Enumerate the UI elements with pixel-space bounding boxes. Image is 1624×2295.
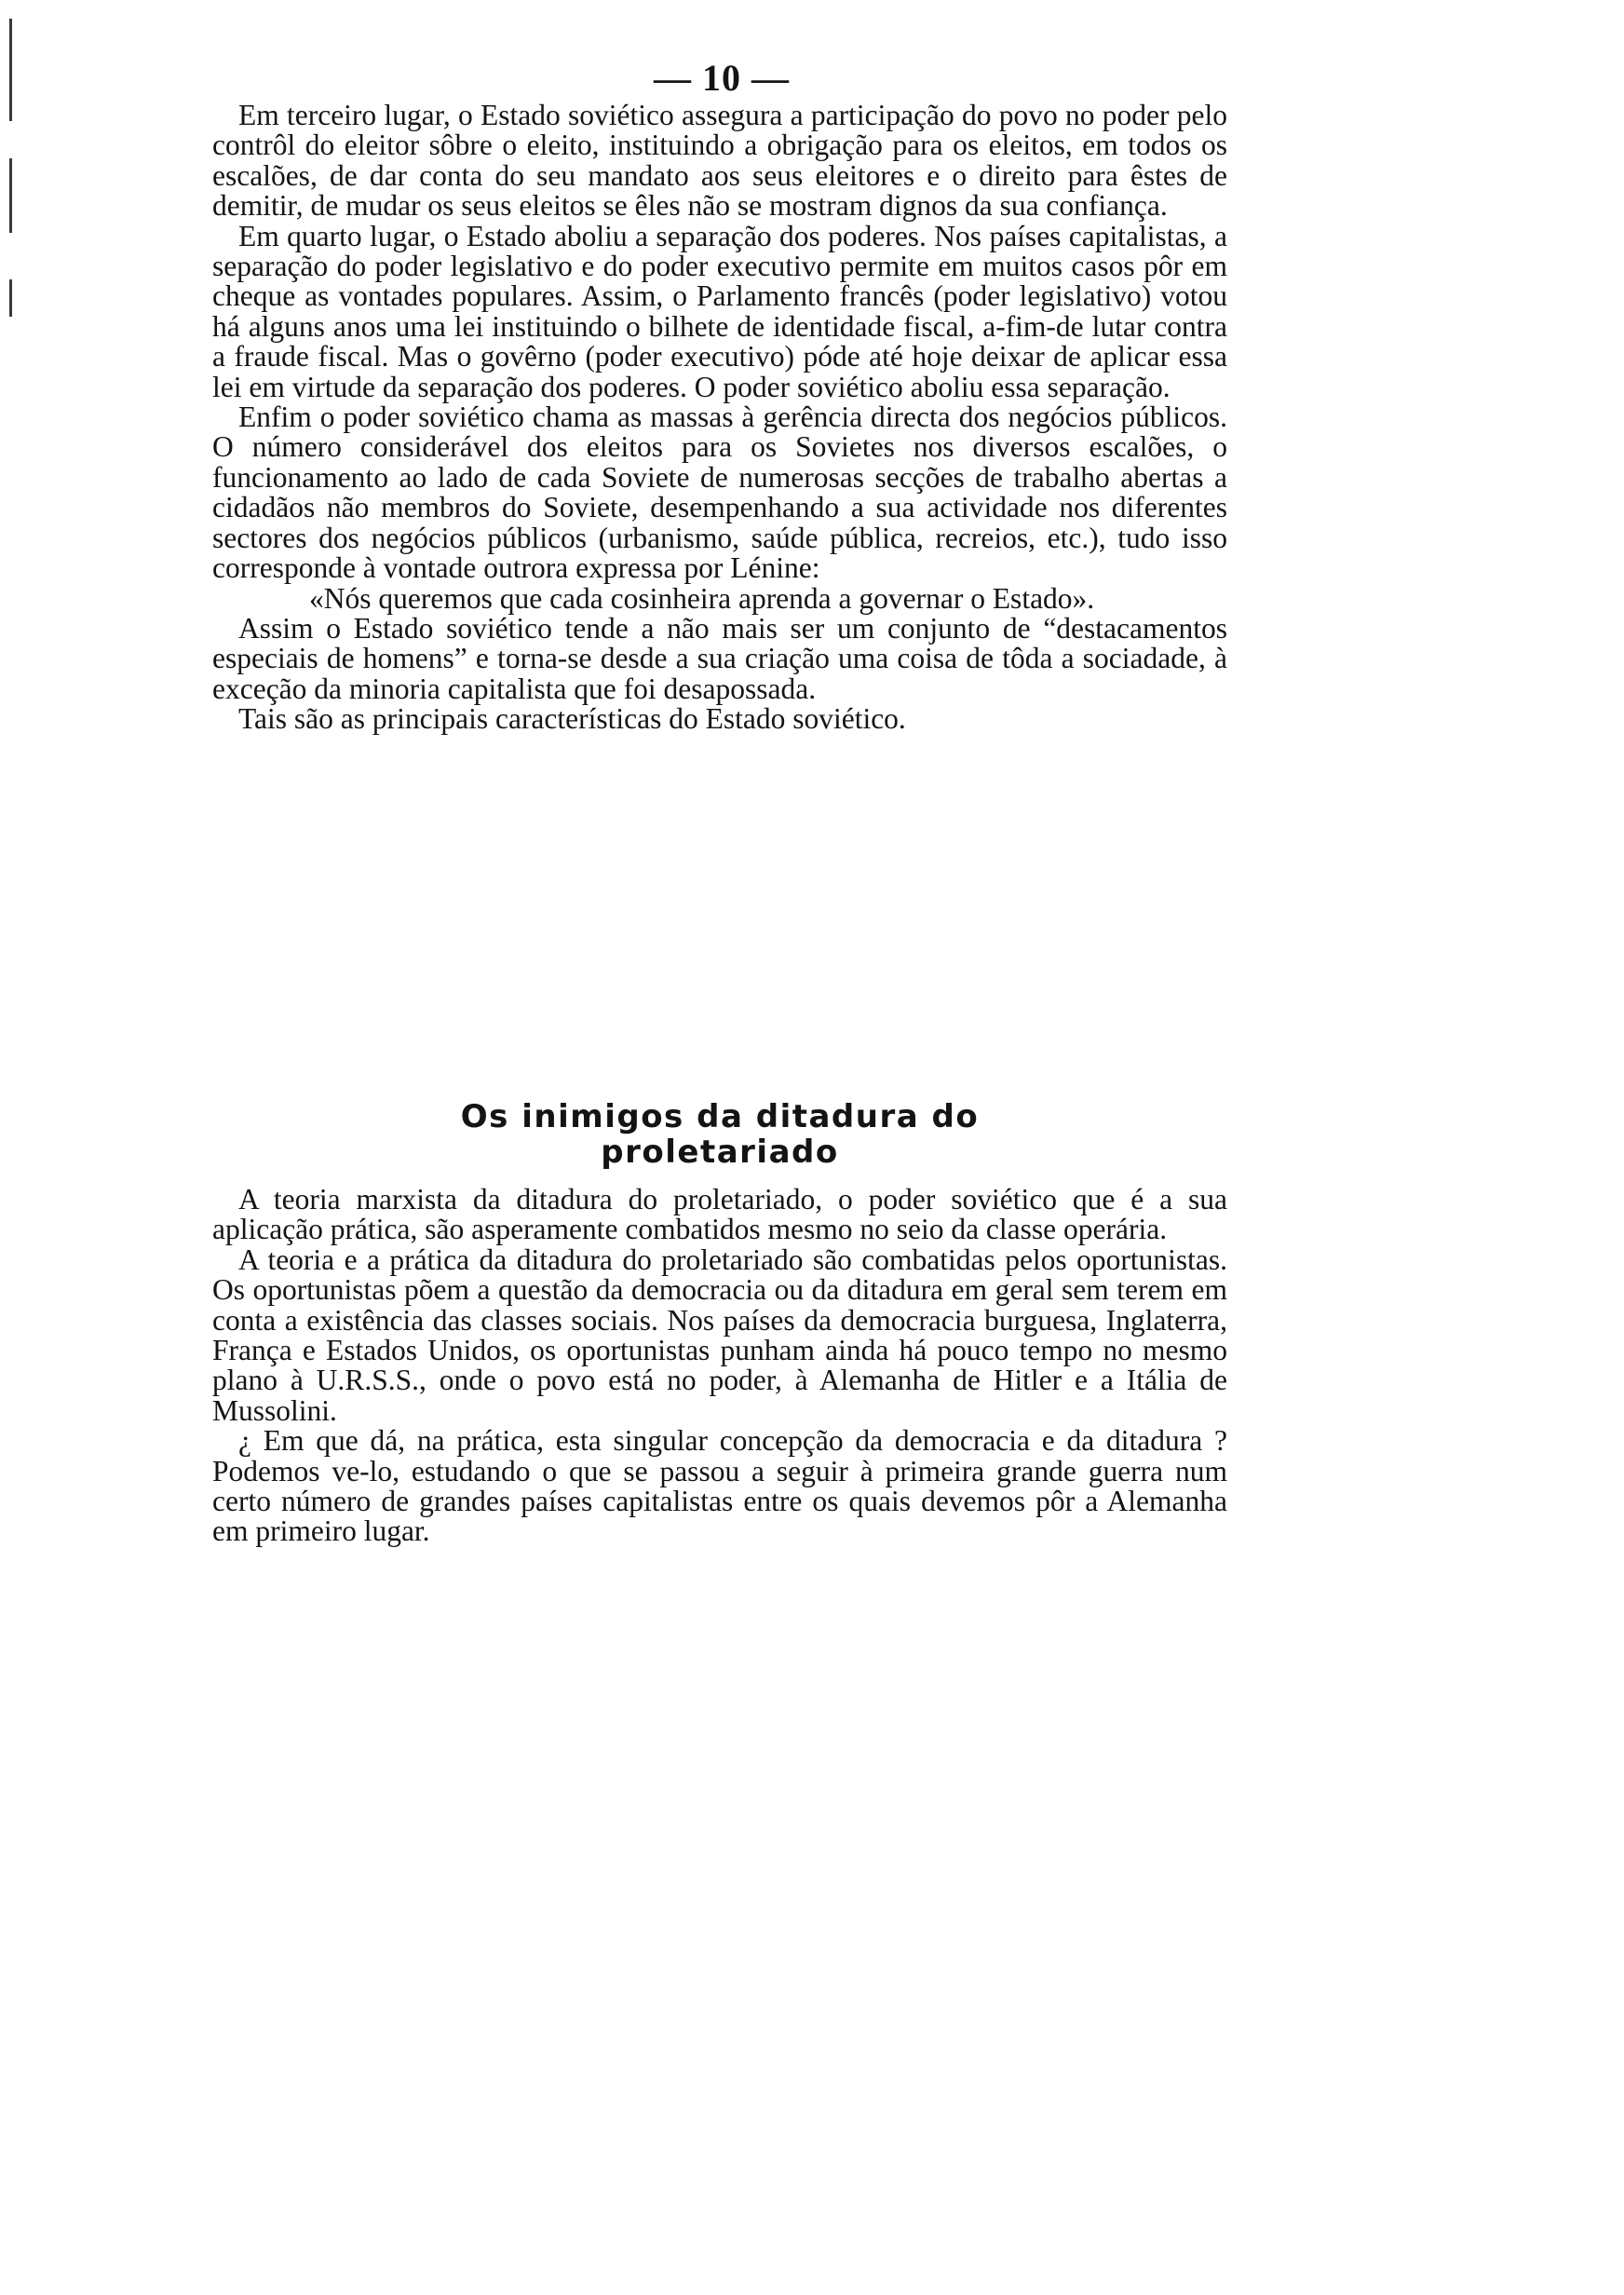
paragraph-marxist-theory: A teoria marxista da ditadura do proletariado, o poder soviético que é a sua aplicação prática, são asperamente combatidos mesmo no seio da classe operária. [212, 1183, 1227, 1246]
paragraph-summary: Tais são as principais características do Estado soviético. [238, 702, 906, 736]
scan-margin-mark [9, 158, 12, 233]
section-heading [212, 1099, 1227, 1170]
body-text-upper [212, 101, 1227, 735]
scan-margin-mark [9, 19, 12, 121]
paragraph-question: ¿ Em que dá, na prática, esta singular concepção da democracia e da ditadura ? Podemos ve-lo, estudando o que se passou a seguir à primeira grande guerra num certo número de grandes países capitalistas entre os quais devemos pôr a Alemanha em primeiro lugar. [212, 1424, 1227, 1548]
scan-margin-mark [9, 279, 12, 317]
paragraph-third-point: Em terceiro lugar, o Estado soviético assegura a participação do povo no poder pelo contrôl do eleitor sôbre o eleito, instituindo a obrigação para os eleitos, em todos os escalões, de dar conta do seu mandato aos seus eleitores e o direito para êstes de demitir, de mudar os seus eleitos se êles não se mostram dignos da sua confiança. [212, 99, 1227, 223]
paragraph-opportunists: A teoria e a prática da ditadura do proletariado são combatidas pelos oportunistas. Os oportunistas põem a questão da democracia ou da ditadura em geral sem terem em conta a existência das classes sociais. Nos países da democracia burguesa, Inglaterra, França e Estados Unidos, os oportunistas punham ainda há pouco tempo no mesmo plano à U.R.S.S., onde o povo está no poder, à Alemanha de Hitler e a Itália de Mussolini. [212, 1243, 1227, 1427]
body-text-lower [212, 1185, 1227, 1547]
section-heading-line-1: Os inimigos da ditadura do [460, 1098, 980, 1135]
paragraph-thus: Assim o Estado soviético tende a não mais ser um conjunto de “destacamentos especiais de homens” e torna-se desde a sua criação uma coisa de tôda a sociadade, à exceção da minoria capitalista que foi desapossada. [212, 611, 1227, 705]
paragraph-finally: Enfim o poder soviético chama as massas à gerência directa dos negócios públicos. O número considerável dos eleitos para os Sovietes nos diversos escalões, o funcionamento ao lado de cada Soviete de numerosas secções de trabalho abertas a cidadãos não membros do Soviete, desempenhando a sua actividade nos diferentes sectores dos negócios públicos (urbanismo, saúde pública, recreios, etc.), tudo isso corresponde à vontade outrora expressa por Lénine: [212, 401, 1227, 585]
lenin-quote: «Nós queremos que cada cosinheira aprenda a governar o Estado». [309, 581, 1095, 615]
paragraph-fourth-point: Em quarto lugar, o Estado aboliu a separação dos poderes. Nos países capitalistas, a separação do poder legislativo e do poder executivo permite em muitos casos pôr em cheque as vontades populares. Assim, o Parlamento francês (poder legislativo) votou há alguns anos uma lei instituindo o bilhete de identidade fiscal, a-fim-de lutar contra a fraude fiscal. Mas o govêrno (poder executivo) póde até hoje deixar de aplicar essa lei em virtude da separação dos poderes. O poder soviético aboliu essa separação. [212, 219, 1227, 403]
section-heading-line-2: proletariado [601, 1134, 839, 1171]
page-number: — 10 — [654, 57, 790, 99]
